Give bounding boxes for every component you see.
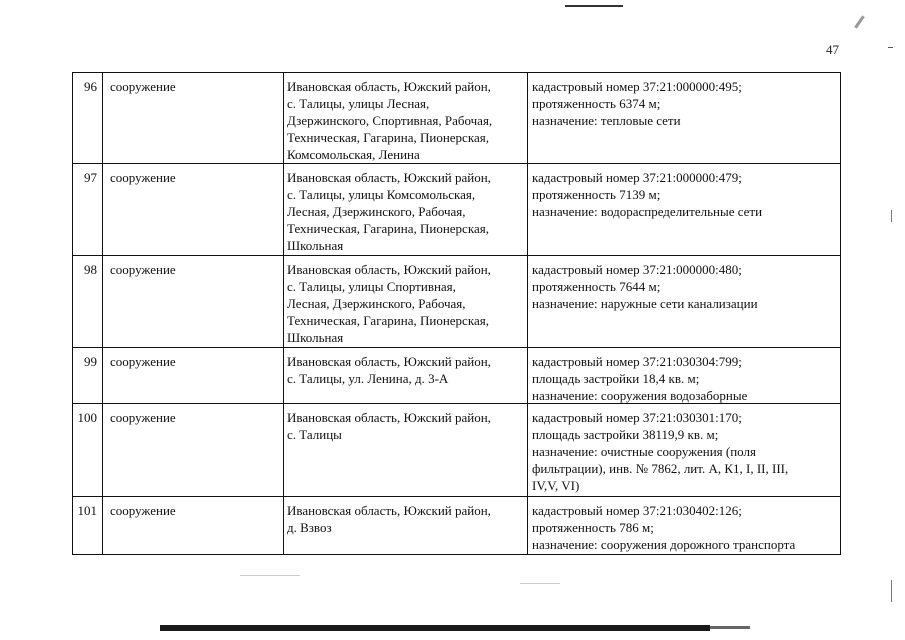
scan-noise (240, 575, 300, 576)
row-number: 100 (73, 404, 103, 496)
object-type: сооружение (104, 497, 284, 554)
object-type: сооружение (104, 348, 284, 403)
object-description: кадастровый номер 37:21:000000:479; протяженность 7139 м; назначение: водораспределительные сети (532, 170, 763, 219)
object-type: сооружение (104, 73, 284, 163)
scan-edge-bar (160, 625, 710, 631)
object-address: Ивановская область, Южский район, с. Талицы, ул. Ленина, д. 3-А (285, 348, 528, 403)
object-description: кадастровый номер 37:21:030402:126; протяженность 786 м; назначение: сооружения дорожного транспорта (532, 503, 796, 552)
table-row (73, 73, 840, 163)
object-description: кадастровый номер 37:21:000000:480; протяженность 7644 м; назначение: наружные сети канализации (532, 262, 758, 311)
table-row (73, 347, 840, 403)
table-row (73, 403, 840, 496)
scan-mark-side-tick (891, 210, 892, 222)
row-number: 96 (73, 73, 103, 163)
object-address: Ивановская область, Южский район, д. Взвоз (285, 497, 528, 554)
object-description: кадастровый номер 37:21:000000:495; протяженность 6374 м; назначение: тепловые сети (532, 79, 742, 128)
object-address: Ивановская область, Южский район, с. Талицы, улицы Комсомольская, Лесная, Дзержинского, Рабочая, Техническая, Гагарина, Пионерская, Школьная (285, 164, 528, 255)
table-row (73, 163, 840, 255)
row-number: 101 (73, 497, 103, 554)
scan-noise (520, 583, 560, 584)
row-number: 97 (73, 164, 103, 255)
object-address: Ивановская область, Южский район, с. Талицы, улицы Лесная, Дзержинского, Спортивная, Рабочая, Техническая, Гагарина, Пионерская, Комсомольская, Ленина (285, 73, 528, 163)
property-table (72, 72, 841, 555)
scan-mark-top (565, 5, 623, 7)
table-row (73, 496, 840, 554)
object-type: сооружение (104, 404, 284, 496)
scan-mark-side (888, 47, 893, 48)
row-number: 99 (73, 348, 103, 403)
page-number: 47 (826, 42, 839, 57)
object-type: сооружение (104, 256, 284, 347)
object-address: Ивановская область, Южский район, с. Талицы, улицы Спортивная, Лесная, Дзержинского, Рабочая, Техническая, Гагарина, Пионерская, Школьная (285, 256, 528, 347)
object-address: Ивановская область, Южский район, с. Талицы (285, 404, 528, 496)
table-row (73, 255, 840, 347)
scan-edge-bar-end (710, 626, 750, 629)
object-description: кадастровый номер 37:21:030304:799; площадь застройки 18,4 кв. м; назначение: сооружения водозаборные (532, 354, 748, 403)
object-type: сооружение (104, 164, 284, 255)
scan-mark-side-tick (891, 580, 892, 602)
object-description: кадастровый номер 37:21:030301:170; площадь застройки 38119,9 кв. м; назначение: очистные сооружения (поля фильтрации), инв. № 7862, лит. А, К1, I, II, III, IV,V, VI) (532, 410, 789, 493)
scan-mark-corner (854, 15, 864, 28)
row-number: 98 (73, 256, 103, 347)
